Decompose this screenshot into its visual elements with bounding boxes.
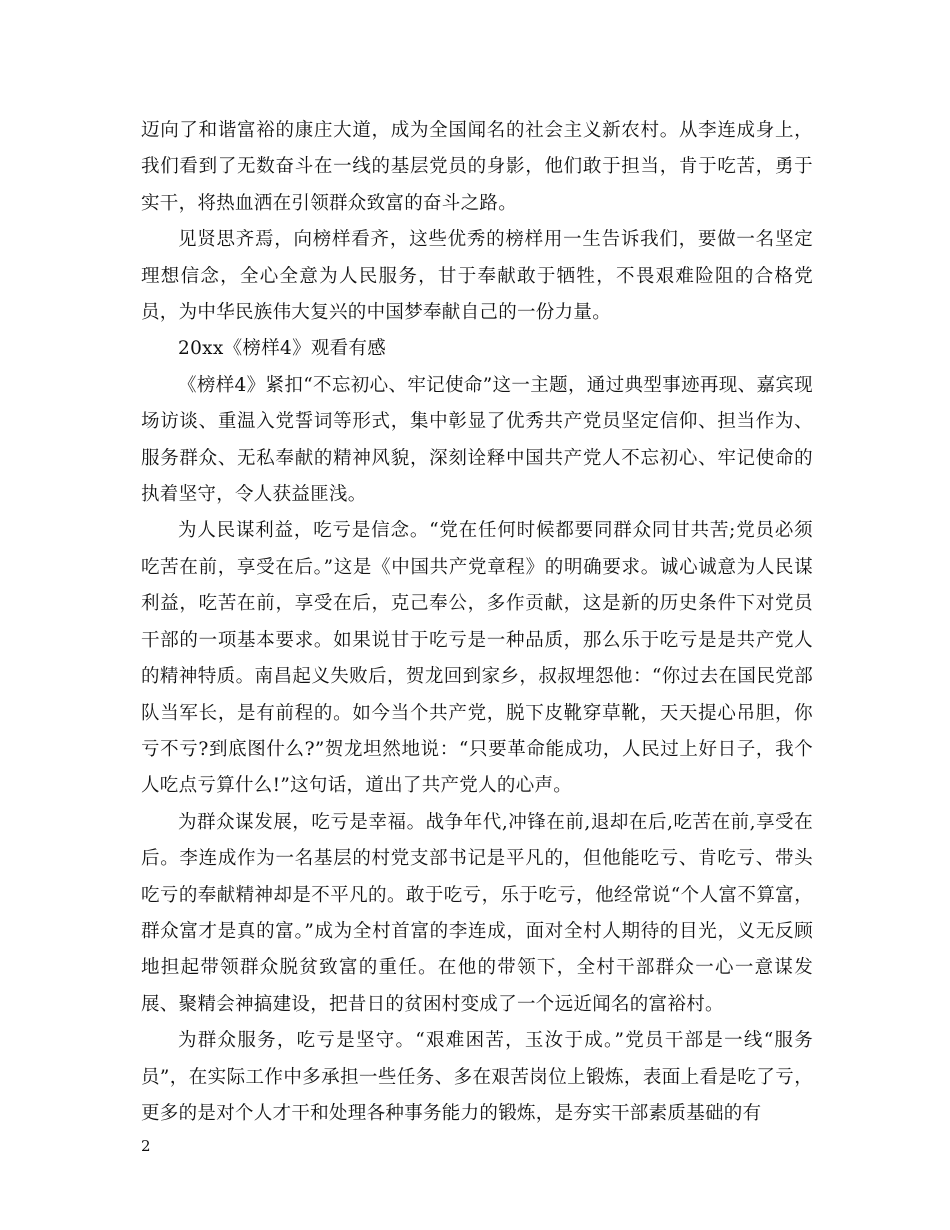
section-heading: 20xx《榜样4》观看有感 <box>178 338 387 360</box>
page-number: 2 <box>141 1137 151 1155</box>
paragraph-5: 为群众谋发展，吃亏是幸福。战争年代,冲锋在前,退却在后,吃苦在前,享受在后。李连成作为一名基层的村党支部书记是平凡的，但他能吃亏、肯吃亏、带头吃亏的奉献精神却是不平凡的。敢于吃亏，乐于吃亏，他经常说“个人富不算富，群众富才是真的富。”成为全村首富的李连成，面对全村人期待的目光，义无反顾地担起带领群众脱贫致富的重任。在他的带领下，全村干部群众一心一意谋发展、聚精会神搞建设，把昔日的贫困村变成了一个远近闻名的富裕村。 <box>141 811 813 1015</box>
paragraph-3: 《榜样4》紧扣“不忘初心、牢记使命”这一主题，通过典型事迹再现、嘉宾现场访谈、重温入党誓词等形式，集中彰显了优秀共产党员坚定信仰、担当作为、服务群众、无私奉献的精神风貌，深刻诠释中国共产党人不忘初心、牢记使命的执着坚守，令人获益匪浅。 <box>141 374 813 506</box>
paragraph-4: 为人民谋利益，吃亏是信念。“党在任何时候都要同群众同甘共苦;党员必须吃苦在前，享受在后。”这是《中国共产党章程》的明确要求。诚心诚意为人民谋利益，吃苦在前，享受在后，克己奉公，多作贡献，这是新的历史条件下对党员干部的一项基本要求。如果说甘于吃亏是一种品质，那么乐于吃亏是是共产党人的精神特质。南昌起义失败后，贺龙回到家乡，叔叔埋怨他：“你过去在国民党部队当军长，是有前程的。如今当个共产党，脱下皮靴穿草靴，天天提心吊胆，你亏不亏?到底图什么?”贺龙坦然地说：“只要革命能成功，人民过上好日子，我个人吃点亏算什么!”这句话，道出了共产党人的心声。 <box>141 520 813 797</box>
body-text <box>141 113 813 1132</box>
paragraph-6: 为群众服务，吃亏是坚守。“艰难困苦，玉汝于成。”党员干部是一线“服务员”，在实际工作中多承担一些任务、多在艰苦岗位上锻炼，表面上看是吃了亏，更多的是对个人才干和处理各种事务能力的锻炼，是夯实干部素质基础的有 <box>141 1030 813 1124</box>
paragraph-1: 迈向了和谐富裕的康庄大道，成为全国闻名的社会主义新农村。从李连成身上，我们看到了无数奋斗在一线的基层党员的身影，他们敢于担当，肯于吃苦，勇于实干，将热血洒在引领群众致富的奋斗之路。 <box>141 120 813 214</box>
paragraph-2: 见贤思齐焉，向榜样看齐，这些优秀的榜样用一生告诉我们，要做一名坚定理想信念，全心全意为人民服务，甘于奉献敢于牺牲，不畏艰难险阻的合格党员，为中华民族伟大复兴的中国梦奉献自己的一份力量。 <box>141 229 813 324</box>
